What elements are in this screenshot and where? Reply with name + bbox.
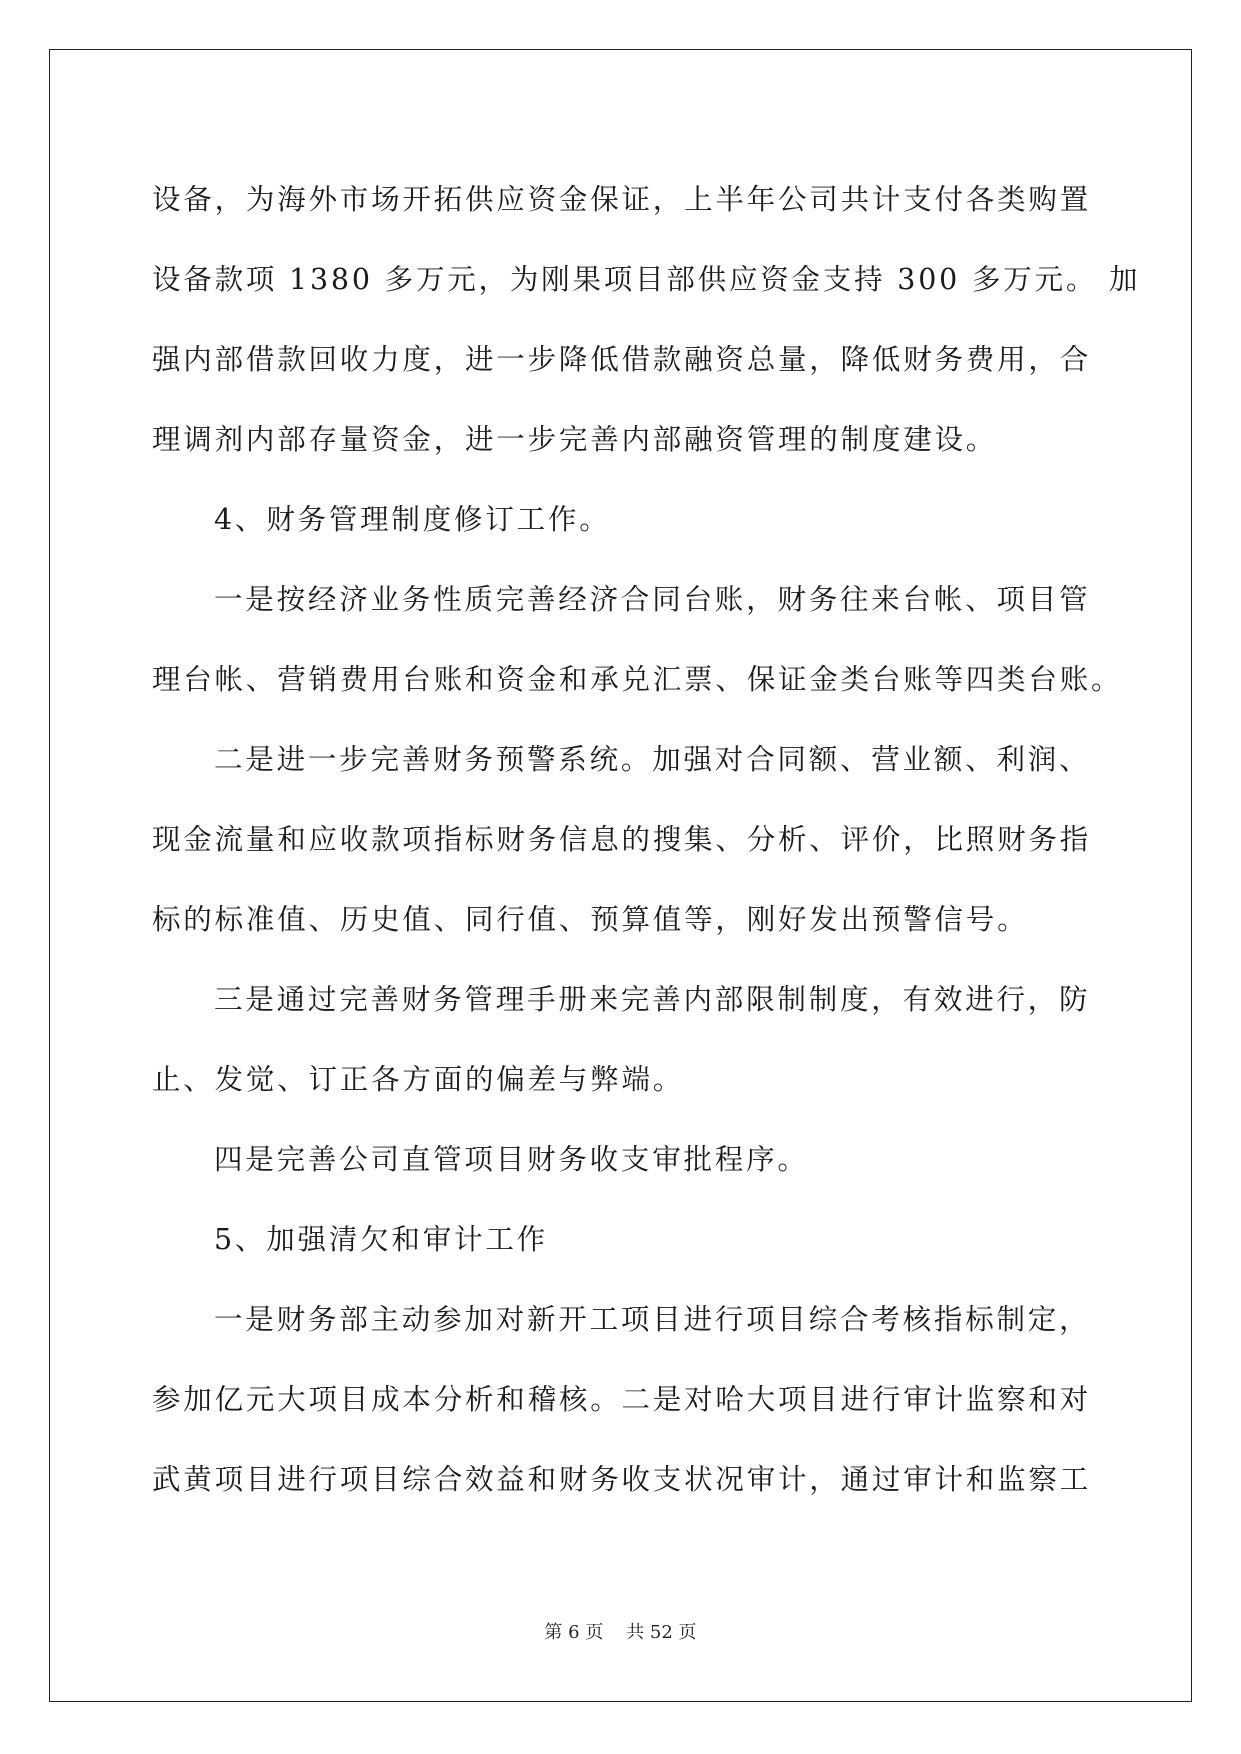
text-line: 参加亿元大项目成本分析和稽核。二是对哈大项目进行审计监察和对 bbox=[152, 1383, 1092, 1416]
text-line: 强内部借款回收力度，进一步降低借款融资总量，降低财务费用，合 bbox=[152, 343, 1092, 376]
text-line: 二是进一步完善财务预警系统。加强对合同额、营业额、利润、 bbox=[214, 743, 1091, 776]
text-line: 止、发觉、订正各方面的偏差与弊端。 bbox=[152, 1063, 685, 1096]
text-line: 理调剂内部存量资金，进一步完善内部融资管理的制度建设。 bbox=[152, 423, 998, 456]
text-line: 设备，为海外市场开拓供应资金保证，上半年公司共计支付各类购置 bbox=[152, 183, 1092, 216]
section-heading: 4、财务管理制度修订工作。 bbox=[214, 503, 611, 536]
text-line: 一是财务部主动参加对新开工项目进行项目综合考核指标制定， bbox=[214, 1303, 1091, 1336]
text-line: 一是按经济业务性质完善经济合同台账，财务往来台帐、项目管 bbox=[214, 583, 1091, 616]
page-number-footer: 第 6 页 共 52 页 bbox=[544, 1622, 697, 1643]
text-line: 标的标准值、历史值、同行值、预算值等，刚好发出预警信号。 bbox=[152, 903, 1029, 936]
text-line: 现金流量和应收款项指标财务信息的搜集、分析、评价，比照财务指 bbox=[152, 823, 1092, 856]
text-line: 三是通过完善财务管理手册来完善内部限制制度，有效进行，防 bbox=[214, 983, 1091, 1016]
text-line: 武黄项目进行项目综合效益和财务收支状况审计，通过审计和监察工 bbox=[152, 1463, 1092, 1496]
document-body bbox=[152, 160, 1141, 1520]
text-line: 设备款项 1380 多万元，为刚果项目部供应资金支持 300 多万元。 加 bbox=[152, 263, 1141, 296]
section-heading: 5、加强清欠和审计工作 bbox=[214, 1223, 548, 1256]
text-line: 四是完善公司直管项目财务收支审批程序。 bbox=[214, 1143, 809, 1176]
text-line: 理台帐、营销费用台账和资金和承兑汇票、保证金类台账等四类台账。 bbox=[152, 663, 1123, 696]
